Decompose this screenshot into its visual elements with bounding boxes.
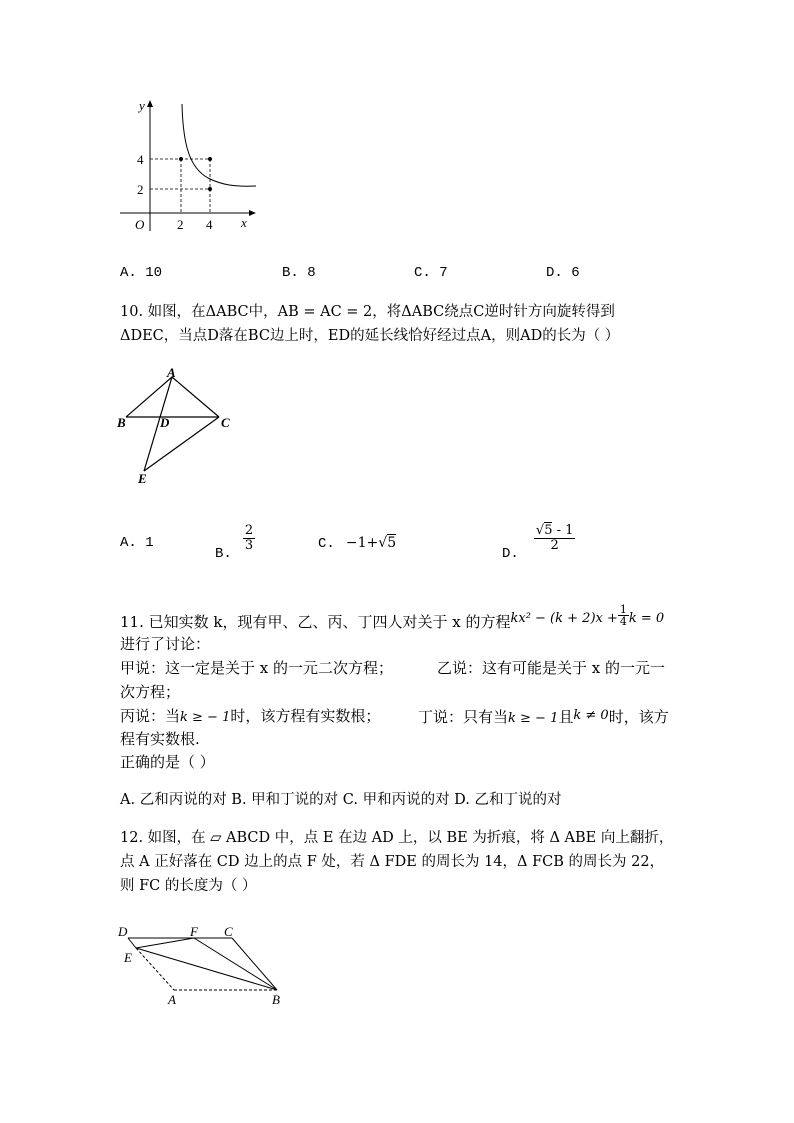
q9-option-c: C. 7 — [414, 265, 448, 281]
q11-ding-and: 且 — [558, 708, 574, 726]
q12-line3: 则 FC 的长度为（ ） — [120, 878, 257, 894]
x-label: x — [241, 215, 247, 230]
q11-ding-condition: k ≥ − 1 — [508, 711, 559, 726]
x-tick-2: 2 — [177, 217, 184, 232]
q10-option-d-prefix: D. — [502, 546, 519, 562]
sqrt-icon: √ — [378, 535, 388, 551]
q9-option-a: A. 10 — [120, 265, 163, 281]
q9-option-b: B. 8 — [282, 265, 316, 281]
point-4-2 — [208, 187, 212, 191]
q9-option-d: D. 6 — [546, 265, 580, 281]
hyperbola-curve — [182, 104, 256, 186]
point-4-4 — [208, 157, 212, 161]
q11-line6: 程有实数根. — [120, 730, 200, 748]
q10-option-c-value: −1+ — [345, 535, 379, 551]
origin-label: O — [135, 217, 145, 232]
q10-option-d-num-tail: - 1 — [552, 523, 574, 538]
q11-options: A. 乙和丙说的对 B. 甲和丁说的对 C. 甲和丙说的对 D. 乙和丁说的对 — [120, 792, 562, 808]
q11-line5-ding — [418, 706, 669, 729]
label-B: B — [272, 992, 280, 1007]
y-label: y — [139, 98, 145, 113]
label-A: A — [168, 992, 176, 1007]
label-E: E — [138, 471, 147, 486]
q11-ding-suffix: 时，该方 — [608, 708, 669, 726]
q10-option-d — [502, 524, 575, 562]
q10-option-d-fraction — [534, 524, 576, 553]
q10-option-b-prefix: B. — [215, 546, 232, 562]
q11-line1-text: 11. 已知实数 k，现有甲、乙、丙、丁四人对关于 x 的方程 — [120, 613, 511, 631]
hyperbola-graph — [110, 96, 270, 236]
q10-line1: 10. 如图，在ΔABC中，AB = AC = 2，将ΔABC绕点C逆时针方向旋转得到 — [120, 304, 615, 320]
q12-line1: 12. 如图，在 ▱ ABCD 中，点 E 在边 AD 上，以 BE 为折痕，将 Δ ABE 向上翻折， — [120, 830, 674, 846]
q10-option-c-prefix: C. — [318, 536, 335, 552]
q10-option-b — [215, 524, 255, 562]
q10-option-d-radicand: 5 — [544, 523, 553, 538]
q11-bing-condition: k ≥ − 1 — [180, 710, 231, 725]
q10-option-b-fraction — [243, 524, 255, 553]
x-axis-arrow — [249, 210, 256, 216]
q10-option-b-num: 2 — [244, 523, 254, 538]
q11-equation-den: 4 — [619, 615, 627, 628]
q11-line5 — [120, 706, 380, 728]
q10-option-a: A. 1 — [120, 535, 154, 551]
q11-equation-fraction — [618, 604, 629, 627]
label-C: C — [221, 415, 230, 430]
y-axis-arrow — [147, 100, 153, 107]
q11-equation-a: kx² − (k + 2)x + — [510, 611, 618, 626]
label-F: F — [190, 924, 198, 939]
label-E: E — [124, 950, 132, 965]
q10-option-c-radicand: 5 — [387, 535, 397, 551]
q10-triangle-figure — [112, 366, 242, 490]
q10-option-b-den: 3 — [244, 538, 254, 553]
q12-parallelogram-figure — [112, 920, 302, 1012]
q11-equation-b: k = 0 — [628, 611, 665, 626]
q11-equation-num: 1 — [619, 603, 627, 616]
sqrt-icon: √ — [535, 523, 545, 538]
q11-line1 — [120, 604, 664, 632]
q11-bing-suffix: 时，该方程有实数根； — [230, 707, 381, 725]
q10-option-d-den: 2 — [550, 538, 559, 553]
q10-option-c — [318, 532, 396, 552]
label-C: C — [224, 924, 233, 939]
q11-line4: 次方程； — [120, 683, 181, 701]
q11-ding-condition2: k ≠ 0 — [573, 708, 609, 723]
point-2-4 — [179, 157, 183, 161]
label-A: A — [167, 366, 176, 380]
y-tick-4: 4 — [137, 152, 144, 167]
q11-ding-prefix: 丁说：只有当 — [418, 708, 509, 726]
q12-line2: 点 A 正好落在 CD 边上的点 F 处，若 Δ FDE 的周长为 14，Δ FCB 的周长为 22， — [120, 854, 665, 870]
q11-line2: 进行了讨论： — [120, 635, 211, 653]
q11-line3a: 甲说：这一定是关于 x 的一元二次方程； — [120, 659, 393, 677]
x-tick-4: 4 — [206, 217, 213, 232]
label-D: D — [118, 924, 128, 939]
label-D: D — [160, 415, 170, 430]
q10-line2: ΔDEC，当点D落在BC边上时，ED的延长线恰好经过点A，则AD的长为（ ） — [120, 328, 620, 344]
q11-line7: 正确的是（ ） — [120, 753, 215, 771]
q11-line3b: 乙说：这有可能是关于 x 的一元一 — [437, 659, 665, 677]
y-tick-2: 2 — [137, 182, 144, 197]
q11-bing-prefix: 丙说：当 — [120, 707, 181, 725]
q10-option-d-num — [534, 524, 576, 539]
label-B: B — [117, 415, 126, 430]
